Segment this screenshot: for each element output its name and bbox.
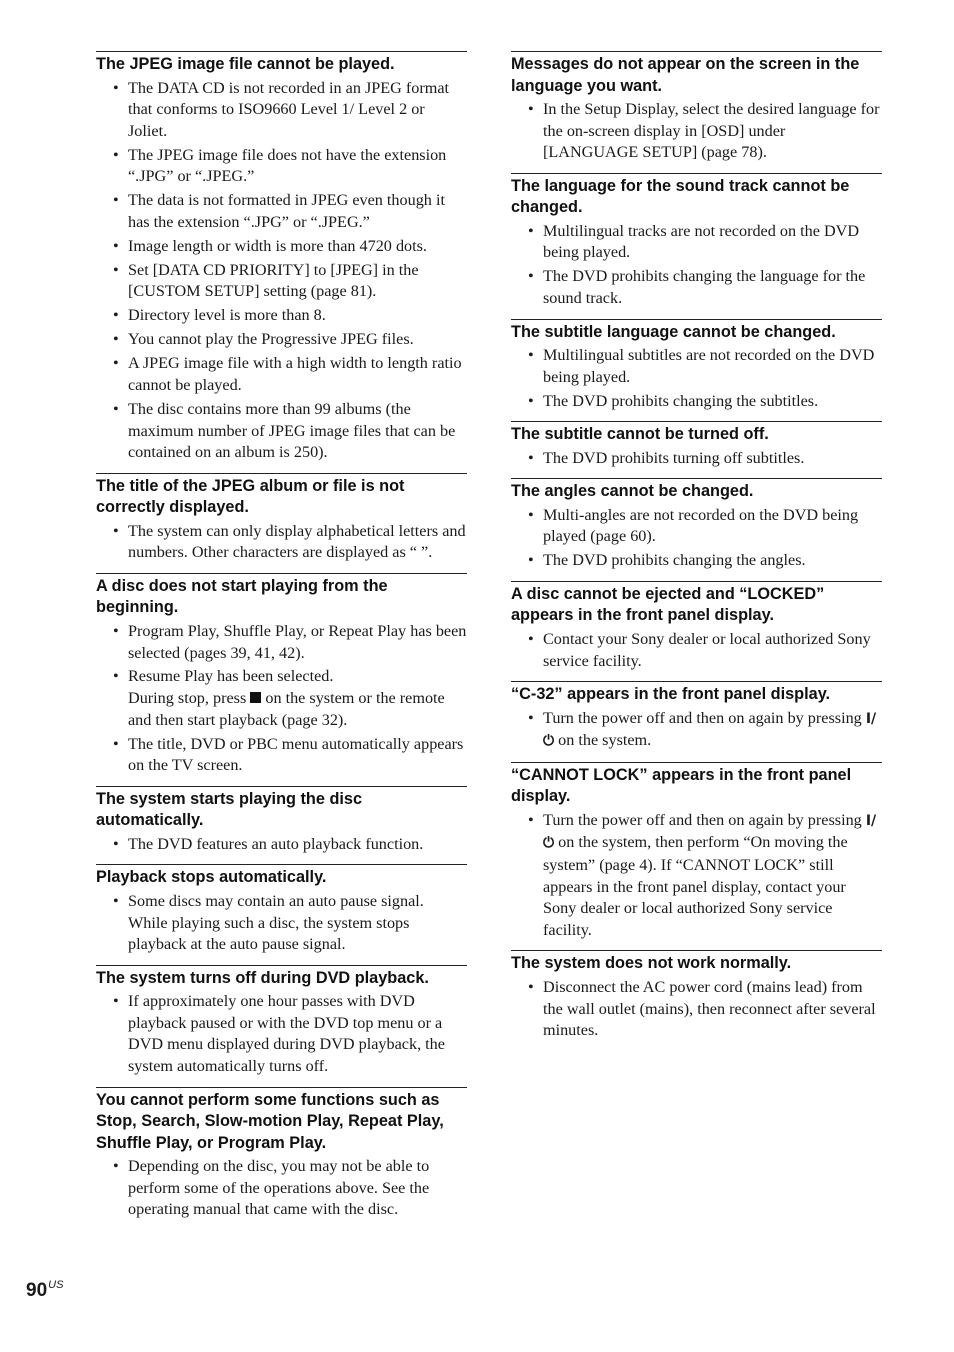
- section-subtitle-off: [511, 421, 882, 469]
- list-item: • Set [DATA CD PRIORITY] to [JPEG] in the [CUSTOM SETUP] setting (page 81).: [128, 260, 467, 303]
- resume-line: Resume Play has been selected.: [128, 667, 334, 686]
- resume-text-b: on the system or the remote and then start playback (page 32).: [128, 689, 445, 729]
- bullet-list: [511, 221, 882, 310]
- list-item: • The system can only display alphabetical letters and numbers. Other characters are displayed as “ ”.: [128, 521, 467, 564]
- bullet-list: [511, 99, 882, 164]
- section-heading: You cannot perform some functions such as Stop, Search, Slow-motion Play, Repeat Play, Shuffle Play, or Program Play.: [96, 1090, 444, 1152]
- list-item: • If approximately one hour passes with DVD playback paused or with the DVD top menu or a DVD menu displayed during DVD playback, the system automatically turns off.: [128, 991, 467, 1077]
- section-not-from-beginning: [96, 573, 467, 777]
- list-item: • The disc contains more than 99 albums (the maximum number of JPEG image files that can be contained on an album is 250).: [128, 399, 467, 464]
- list-item: • The DVD prohibits changing the language for the sound track.: [543, 266, 882, 309]
- resume-text-a: During stop, press: [128, 689, 247, 708]
- section-c32: [511, 681, 882, 753]
- section-heading: The system turns off during DVD playback.: [96, 968, 429, 987]
- section-heading: Messages do not appear on the screen in the language you want.: [511, 55, 860, 95]
- bullet-list: [96, 1156, 467, 1221]
- list-item: • Program Play, Shuffle Play, or Repeat Play has been selected (pages 39, 41, 42).: [128, 621, 467, 664]
- section-cannot-lock: [511, 762, 882, 942]
- section-heading: The title of the JPEG album or file is not correctly displayed.: [96, 476, 405, 517]
- item-text-b: on the system.: [558, 731, 652, 750]
- list-item: • The title, DVD or PBC menu automatically appears on the TV screen.: [128, 734, 467, 777]
- bullet-list: [96, 521, 467, 564]
- list-item: [128, 666, 467, 731]
- section-heading: The system starts playing the disc automatically.: [96, 789, 363, 830]
- section-not-normal: [511, 950, 882, 1041]
- section-jpeg-cannot-play: [96, 51, 467, 464]
- bullet-list: [511, 708, 882, 753]
- section-auto-stop: [96, 864, 467, 955]
- bullet-list: [96, 891, 467, 956]
- resume-continuation: [128, 688, 467, 731]
- section-heading: The angles cannot be changed.: [511, 482, 754, 501]
- bullet-list: [511, 629, 882, 672]
- list-item: • Multi-angles are not recorded on the DVD being played (page 60).: [543, 505, 882, 548]
- section-heading: A disc does not start playing from the beginning.: [96, 576, 388, 617]
- item-text-a: Turn the power off and then on again by pressing: [543, 810, 862, 829]
- list-item: • Directory level is more than 8.: [128, 305, 467, 327]
- section-heading: “C-32” appears in the front panel display.: [511, 685, 831, 704]
- bullet-list: [96, 834, 467, 856]
- list-item: • A JPEG image file with a high width to length ratio cannot be played.: [128, 353, 467, 396]
- item-text-a: Turn the power off and then on again by pressing: [543, 708, 862, 727]
- power-icon: I/⏻: [543, 812, 877, 852]
- section-soundtrack-language: [511, 173, 882, 310]
- list-item: • The DVD prohibits changing the angles.: [543, 550, 882, 572]
- page-number-value: 90: [26, 1280, 48, 1301]
- bullet-list: [511, 810, 882, 942]
- section-messages-language: [511, 51, 882, 164]
- section-heading: “CANNOT LOCK” appears in the front panel display.: [511, 765, 852, 806]
- section-heading: The subtitle language cannot be changed.: [511, 322, 836, 341]
- list-item: • In the Setup Display, select the desired language for the on-screen display in [OSD] under [LANGUAGE SETUP] (page 78).: [543, 99, 882, 164]
- section-heading: Playback stops automatically.: [96, 868, 327, 887]
- section-angles: [511, 478, 882, 572]
- section-heading: The JPEG image file cannot be played.: [96, 55, 395, 73]
- list-item: • You cannot play the Progressive JPEG files.: [128, 329, 467, 351]
- section-heading: The system does not work normally.: [511, 954, 792, 973]
- section-cannot-perform: [96, 1087, 467, 1221]
- list-item: • Multilingual tracks are not recorded on the DVD being played.: [543, 221, 882, 264]
- list-item: • Image length or width is more than 4720 dots.: [128, 236, 467, 258]
- bullet-list: [511, 977, 882, 1042]
- list-item: • The data is not formatted in JPEG even though it has the extension “.JPG” or “.JPEG.”: [128, 190, 467, 233]
- list-item: • The DVD prohibits changing the subtitles.: [543, 391, 882, 413]
- section-heading: The subtitle cannot be turned off.: [511, 425, 769, 444]
- list-item: • The JPEG image file does not have the extension “.JPG” or “.JPEG.”: [128, 145, 467, 188]
- section-heading: A disc cannot be ejected and “LOCKED” appears in the front panel display.: [511, 584, 825, 625]
- right-column: [511, 51, 882, 1051]
- bullet-list: [96, 78, 467, 464]
- stop-icon: [250, 692, 261, 703]
- page-number: [26, 1279, 63, 1302]
- list-item: • The DATA CD is not recorded in an JPEG format that conforms to ISO9660 Level 1/ Level 2 or Joliet.: [128, 78, 467, 143]
- list-item: • The DVD features an auto playback function.: [128, 834, 467, 856]
- power-icon: I/⏻: [543, 710, 877, 750]
- bullet-list: [511, 448, 882, 470]
- list-item: • Contact your Sony dealer or local authorized Sony service facility.: [543, 629, 882, 672]
- section-turns-off: [96, 965, 467, 1078]
- bullet-list: [511, 345, 882, 412]
- list-item: • Multilingual subtitles are not recorded on the DVD being played.: [543, 345, 882, 388]
- bullet-list: [511, 505, 882, 572]
- list-item: [543, 810, 882, 942]
- page-number-suffix: US: [48, 1279, 64, 1291]
- list-item: • Depending on the disc, you may not be able to perform some of the operations above. See the operating manual that came with the disc.: [128, 1156, 467, 1221]
- list-item: [543, 708, 882, 753]
- bullet-list: [96, 621, 467, 777]
- item-text-b: on the system, then perform “On moving the system” (page 4). If “CANNOT LOCK” still appears in the front panel display, contact your Sony dealer or local authorized Sony service facility.: [543, 833, 848, 939]
- left-column: [96, 51, 467, 1230]
- list-item: • Disconnect the AC power cord (mains lead) from the wall outlet (mains), then reconnect after several minutes.: [543, 977, 882, 1042]
- section-subtitle-language: [511, 319, 882, 413]
- section-locked: [511, 581, 882, 672]
- list-item: • Some discs may contain an auto pause signal. While playing such a disc, the system stops playback at the auto pause signal.: [128, 891, 467, 956]
- section-jpeg-title: [96, 473, 467, 564]
- bullet-list: [96, 991, 467, 1077]
- section-heading: The language for the sound track cannot be changed.: [511, 176, 850, 217]
- list-item: • The DVD prohibits turning off subtitles.: [543, 448, 882, 470]
- section-auto-start: [96, 786, 467, 856]
